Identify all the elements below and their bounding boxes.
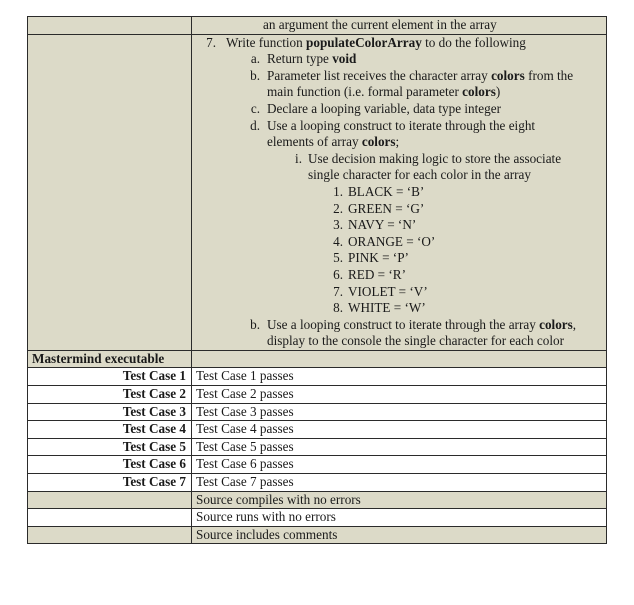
empty-cell <box>28 17 192 35</box>
color-number: 4. <box>333 233 343 249</box>
source-check: Source runs with no errors <box>192 509 607 527</box>
step-text: Return type <box>267 51 333 67</box>
step-7d-line2 <box>196 134 602 151</box>
keyword: void <box>332 51 357 67</box>
test-case-row <box>28 438 607 456</box>
keyword: colors <box>491 67 525 83</box>
empty-cell <box>28 491 192 509</box>
color-item <box>196 284 602 301</box>
test-case-result: Test Case 1 passes <box>192 368 607 386</box>
color-mapping: BLACK = ‘B’ <box>348 183 425 199</box>
grading-rubric-table <box>27 16 607 544</box>
step-text: Use decision making logic to store the associate <box>308 150 562 166</box>
test-case-row <box>28 403 607 421</box>
test-case-label: Test Case 4 <box>28 421 192 439</box>
step-7-text: Write function <box>226 34 307 50</box>
color-item <box>196 267 602 284</box>
source-check: Source includes comments <box>192 526 607 544</box>
step-text-end: , <box>572 316 577 332</box>
section-header-row <box>28 350 607 368</box>
color-item <box>196 234 602 251</box>
step-text-end: ; <box>395 134 400 150</box>
color-mapping: GREEN = ‘G’ <box>348 200 425 216</box>
color-number: 8. <box>333 300 343 316</box>
test-case-row <box>28 456 607 474</box>
step-text: Use a looping construct to iterate through the array <box>267 316 540 332</box>
step-number: c. <box>250 100 260 116</box>
source-check-row <box>28 526 607 544</box>
color-item <box>196 300 602 317</box>
test-case-row <box>28 474 607 492</box>
test-case-result: Test Case 4 passes <box>192 421 607 439</box>
step-7d <box>196 118 602 135</box>
step-text: elements of array <box>267 134 362 150</box>
source-check: Source compiles with no errors <box>192 491 607 509</box>
keyword: colors <box>539 316 573 332</box>
function-name: populateColorArray <box>306 34 422 50</box>
step-text: Use a looping construct to iterate through the eight <box>267 117 536 133</box>
instructions-cell <box>192 34 607 350</box>
step-7-number: 7. <box>206 34 216 50</box>
test-case-result: Test Case 3 passes <box>192 403 607 421</box>
test-case-label: Test Case 5 <box>28 438 192 456</box>
step-text-end: from the <box>524 67 574 83</box>
color-number: 7. <box>333 283 343 299</box>
step-7b-display <box>196 317 602 334</box>
color-mapping: PINK = ‘P’ <box>348 250 409 266</box>
color-number: 3. <box>333 217 343 233</box>
intro-row <box>28 17 607 35</box>
color-number: 6. <box>333 266 343 282</box>
step-text: single character for each color in the array <box>308 167 531 183</box>
step-text: Declare a looping variable, data type integer <box>267 100 501 116</box>
section-title: Mastermind executable <box>28 350 192 368</box>
source-check-row <box>28 509 607 527</box>
step-text: main function (i.e. formal parameter <box>267 84 463 100</box>
test-case-label: Test Case 7 <box>28 474 192 492</box>
test-case-result: Test Case 2 passes <box>192 386 607 404</box>
step-7b-line2 <box>196 84 602 101</box>
color-mapping: ORANGE = ‘O’ <box>348 233 436 249</box>
color-item <box>196 201 602 218</box>
color-item <box>196 217 602 234</box>
step-7 <box>196 35 602 52</box>
instructions-row <box>28 34 607 350</box>
test-case-result: Test Case 5 passes <box>192 438 607 456</box>
test-case-result: Test Case 6 passes <box>192 456 607 474</box>
step-text: display to the console the single character for each color <box>267 333 564 349</box>
color-number: 1. <box>333 183 343 199</box>
color-item <box>196 250 602 267</box>
test-case-row <box>28 368 607 386</box>
test-case-result: Test Case 7 passes <box>192 474 607 492</box>
step-text: Parameter list receives the character array <box>267 67 492 83</box>
step-number: b. <box>250 316 260 332</box>
step-number: i. <box>295 150 302 166</box>
color-mapping: WHITE = ‘W’ <box>348 300 426 316</box>
step-number: b. <box>250 67 260 83</box>
test-case-row <box>28 386 607 404</box>
step-7d-i <box>196 151 602 168</box>
step-number: d. <box>250 117 260 133</box>
color-mapping: VIOLET = ‘V’ <box>348 283 428 299</box>
step-7-text-end: to do the following <box>421 34 526 50</box>
color-item <box>196 184 602 201</box>
test-case-label: Test Case 6 <box>28 456 192 474</box>
test-case-label: Test Case 3 <box>28 403 192 421</box>
intro-cell: an argument the current element in the array <box>192 17 607 35</box>
empty-cell <box>192 350 607 368</box>
test-case-label: Test Case 1 <box>28 368 192 386</box>
empty-cell <box>28 526 192 544</box>
keyword: colors <box>462 84 496 100</box>
empty-cell <box>28 34 192 350</box>
color-number: 2. <box>333 200 343 216</box>
color-mapping: NAVY = ‘N’ <box>348 217 417 233</box>
color-mapping: RED = ‘R’ <box>348 266 406 282</box>
step-7c <box>196 101 602 118</box>
test-case-row <box>28 421 607 439</box>
step-7d-i-line2 <box>196 167 602 184</box>
test-case-label: Test Case 2 <box>28 386 192 404</box>
step-7b-display-line2 <box>196 333 602 350</box>
source-check-row <box>28 491 607 509</box>
step-number: a. <box>250 51 260 67</box>
step-text-end: ) <box>495 84 501 100</box>
keyword: colors <box>361 134 396 150</box>
empty-cell <box>28 509 192 527</box>
step-7a <box>196 51 602 68</box>
step-7b <box>196 68 602 85</box>
color-number: 5. <box>333 250 343 266</box>
